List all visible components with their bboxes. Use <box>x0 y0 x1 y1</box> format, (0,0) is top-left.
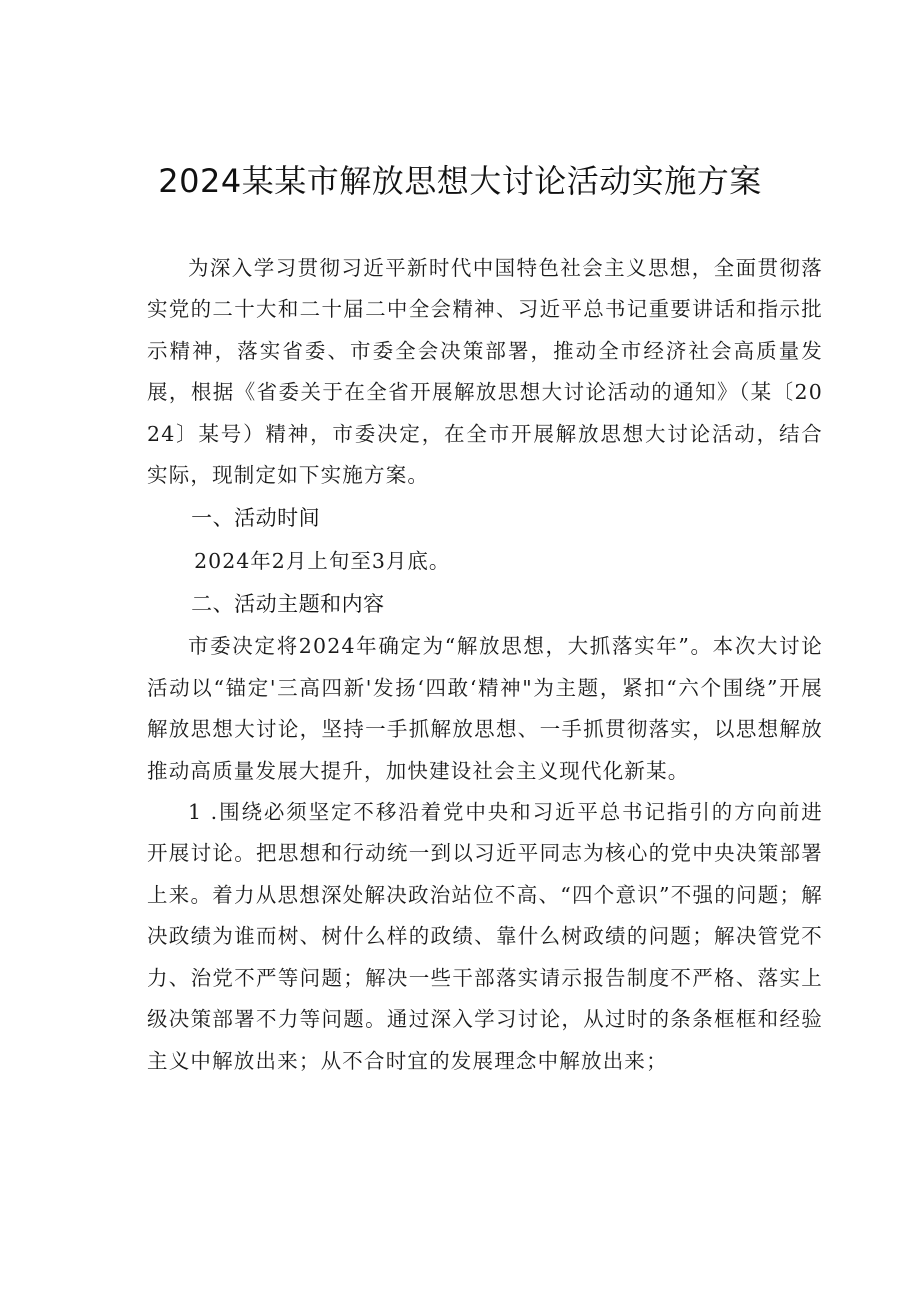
intro-paragraph: 为深入学习贯彻习近平新时代中国特色社会主义思想，全面贯彻落实党的二十大和二十届二中全会精神、习近平总书记重要讲话和指示批示精神，落实省委、市委全会决策部署，推动全市经济社会高质量发展，根据《省委关于在全省开展解放思想大讨论活动的通知》（某〔2024〕某号）精神，市委决定，在全市开展解放思想大讨论活动，结合实际，现制定如下实施方案。 <box>147 256 823 488</box>
item-1-paragraph: 1 .围绕必须坚定不移沿着党中央和习近平总书记指引的方向前进开展讨论。把思想和行动统一到以习近平同志为核心的党中央决策部署上来。着力从思想深处解决政治站位不高、“四个意识”不强的问题；解决政绩为谁而树、树什么样的政绩、靠什么树政绩的问题；解决管党不力、治党不严等问题；解决一些干部落实请示报告制度不严格、落实上级决策部署不力等问题。通过深入学习讨论，从过时的条条框框和经验主义中解放出来；从不合时宜的发展理念中解放出来； <box>147 800 823 1073</box>
document-body <box>147 248 823 1082</box>
document-title: 2024某某市解放思想大讨论活动实施方案 <box>158 162 762 200</box>
activity-time-text: 2024年2月上旬至3月底。 <box>194 549 451 574</box>
section-heading-time: 一、活动时间 <box>191 506 321 531</box>
section-heading-theme: 二、活动主题和内容 <box>191 592 385 617</box>
theme-paragraph: 市委决定将2024年确定为“解放思想，大抓落实年”。本次大讨论活动以“锚定'三高四新'发扬‘四敢‘精神"为主题，紧扣“六个围绕”开展解放思想大讨论，坚持一手抓解放思想、一手抓贯彻落实，以思想解放推动高质量发展大提升，加快建设社会主义现代化新某。 <box>147 634 823 783</box>
